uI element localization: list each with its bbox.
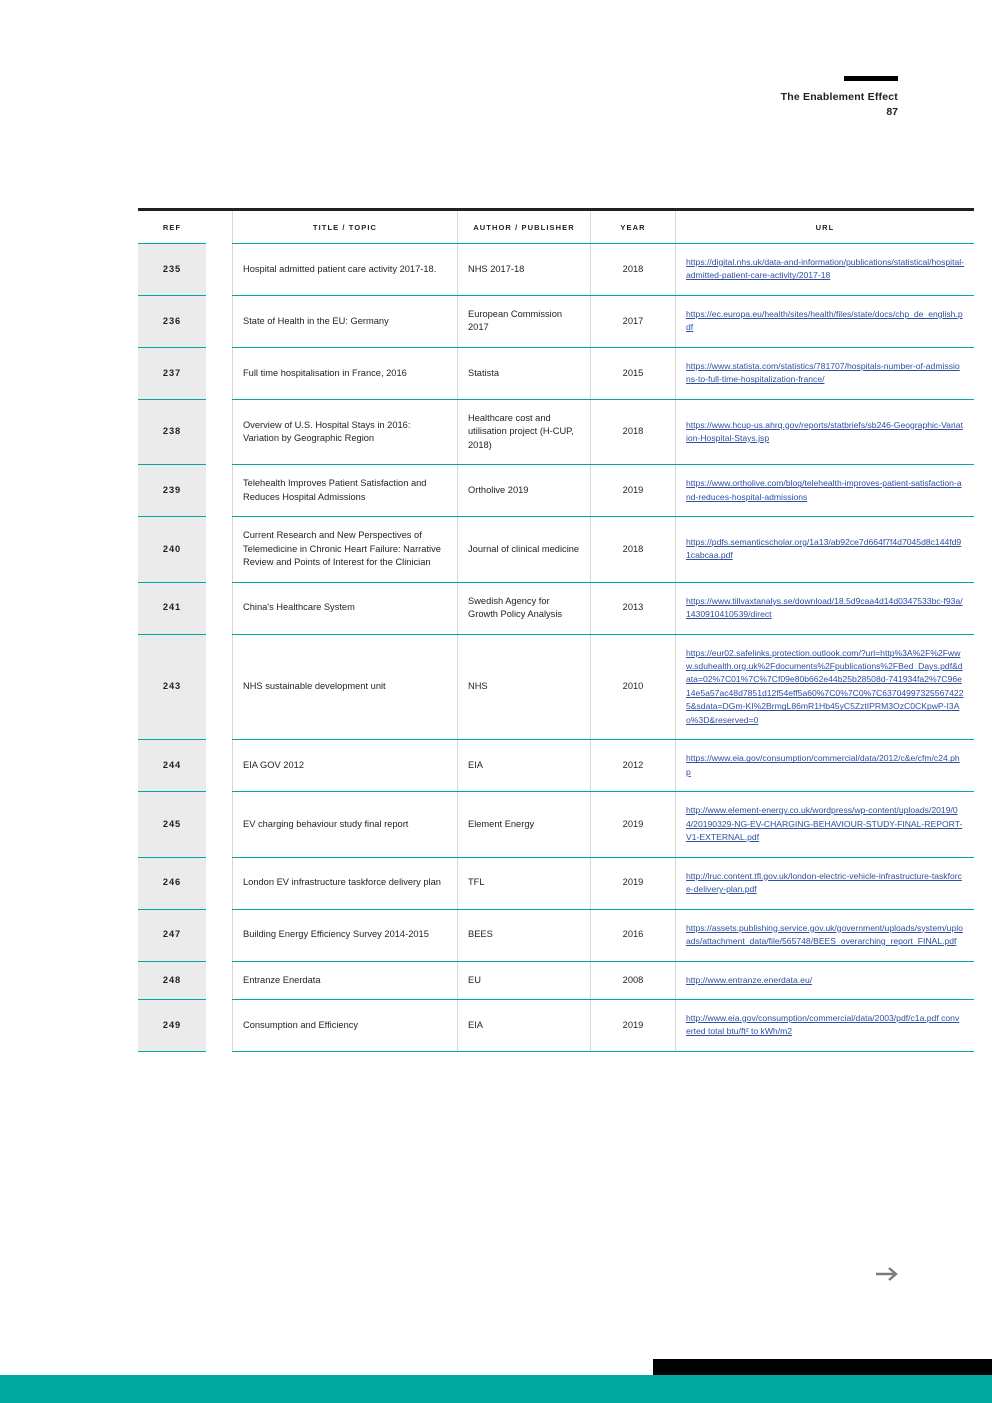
references-table-container [138, 208, 965, 1052]
cell-title: London EV infrastructure taskforce delivery plan [233, 857, 458, 909]
cell-year: 2017 [591, 295, 676, 347]
cell-author: TFL [458, 857, 591, 909]
cell-url [676, 295, 975, 347]
column-gap [206, 210, 233, 244]
cell-author: Swedish Agency for Growth Policy Analysis [458, 582, 591, 634]
table-row [138, 857, 974, 909]
table-row [138, 295, 974, 347]
table-body [138, 244, 974, 1052]
column-header-url: URL [676, 210, 975, 244]
cell-ref: 247 [138, 909, 206, 961]
reference-link[interactable]: https://www.ortholive.com/blog/telehealth-improves-patient-satisfaction-and-reduces-hospital-admissions [686, 478, 962, 502]
cell-author: EIA [458, 1000, 591, 1052]
reference-link[interactable]: https://www.eia.gov/consumption/commercial/data/2012/c&e/cfm/c24.php [686, 753, 960, 777]
cell-url [676, 634, 975, 740]
cell-gap [206, 634, 233, 740]
reference-link[interactable]: http://www.entranze.enerdata.eu/ [686, 974, 813, 985]
table-row [138, 961, 974, 999]
references-table [138, 208, 974, 1052]
cell-ref: 245 [138, 792, 206, 857]
cell-ref: 237 [138, 347, 206, 399]
cell-url [676, 740, 975, 792]
document-title: The Enablement Effect [780, 91, 898, 103]
reference-link[interactable]: https://pdfs.semanticscholar.org/1a13/ab92ce7d664f7f4d7045d8c144fd91cabcaa.pdf [686, 536, 962, 561]
cell-ref: 239 [138, 465, 206, 517]
cell-gap [206, 961, 233, 999]
reference-link[interactable]: http://www.element-energy.co.uk/wordpress/wp-content/uploads/2019/04/20190329-NG-EV-CHARGING-BEHAVIOUR-STUDY-FINAL-REPORT-V1-EXTERNAL.pdf [686, 805, 963, 843]
cell-title: Hospital admitted patient care activity 2017-18. [233, 244, 458, 296]
cell-gap [206, 517, 233, 582]
cell-year: 2016 [591, 909, 676, 961]
footer-teal-bar [0, 1375, 992, 1403]
cell-gap [206, 582, 233, 634]
cell-title: China's Healthcare System [233, 582, 458, 634]
cell-url [676, 961, 975, 999]
cell-url [676, 1000, 975, 1052]
cell-author: NHS 2017-18 [458, 244, 591, 296]
cell-url [676, 465, 975, 517]
column-header-title: TITLE / TOPIC [233, 210, 458, 244]
table-row [138, 634, 974, 740]
cell-ref: 238 [138, 399, 206, 464]
reference-link[interactable]: https://www.tillvaxtanalys.se/download/18.5d9caa4d14d0347533bc-f93a/1430910410539/direct [686, 595, 963, 620]
cell-author: Element Energy [458, 792, 591, 857]
reference-link[interactable]: https://digital.nhs.uk/data-and-information/publications/statistical/hospital-admitted-patient-care-activity/2017-18 [686, 257, 965, 281]
cell-gap [206, 740, 233, 792]
cell-author: Statista [458, 347, 591, 399]
cell-gap [206, 857, 233, 909]
cell-year: 2015 [591, 347, 676, 399]
cell-ref: 246 [138, 857, 206, 909]
cell-ref: 235 [138, 244, 206, 296]
cell-year: 2019 [591, 465, 676, 517]
cell-year: 2013 [591, 582, 676, 634]
table-row [138, 347, 974, 399]
cell-title: EV charging behaviour study final report [233, 792, 458, 857]
cell-author: Healthcare cost and utilisation project (H-CUP, 2018) [458, 399, 591, 464]
cell-title: Consumption and Efficiency [233, 1000, 458, 1052]
cell-author: European Commission 2017 [458, 295, 591, 347]
table-header [138, 210, 974, 244]
cell-year: 2019 [591, 857, 676, 909]
cell-ref: 249 [138, 1000, 206, 1052]
table-row [138, 740, 974, 792]
reference-link[interactable]: https://ec.europa.eu/health/sites/health/files/state/docs/chp_de_english.pdf [686, 308, 963, 333]
column-header-year: YEAR [591, 210, 676, 244]
cell-year: 2010 [591, 634, 676, 740]
column-header-ref: REF [138, 210, 206, 244]
cell-url [676, 244, 975, 296]
table-row [138, 582, 974, 634]
reference-link[interactable]: https://www.statista.com/statistics/781707/hospitals-number-of-admissions-to-full-time-hospitalization-france/ [686, 360, 960, 385]
cell-url [676, 792, 975, 857]
cell-gap [206, 295, 233, 347]
cell-year: 2019 [591, 792, 676, 857]
reference-link[interactable]: https://www.hcup-us.ahrq.gov/reports/statbriefs/sb246-Geographic-Variation-Hospital-Stays.jsp [686, 419, 963, 444]
cell-author: EU [458, 961, 591, 999]
cell-ref: 243 [138, 634, 206, 740]
table-row [138, 909, 974, 961]
cell-url [676, 347, 975, 399]
cell-gap [206, 909, 233, 961]
cell-ref: 236 [138, 295, 206, 347]
cell-year: 2019 [591, 1000, 676, 1052]
cell-gap [206, 399, 233, 464]
cell-url [676, 582, 975, 634]
cell-gap [206, 347, 233, 399]
cell-title: Entranze Enerdata [233, 961, 458, 999]
cell-title: Building Energy Efficiency Survey 2014-2015 [233, 909, 458, 961]
cell-url [676, 517, 975, 582]
cell-ref: 241 [138, 582, 206, 634]
page-number: 87 [886, 106, 898, 119]
cell-year: 2018 [591, 244, 676, 296]
cell-title: NHS sustainable development unit [233, 634, 458, 740]
table-row [138, 244, 974, 296]
cell-gap [206, 792, 233, 857]
table-row [138, 1000, 974, 1052]
header-rule [844, 76, 898, 81]
reference-link[interactable]: https://eur02.safelinks.protection.outlook.com/?url=http%3A%2F%2Fwww.sduhealth.org.uk%2Fdocuments%2Fpublications%2FBed_Days.pdf&data=02%7C01%7C%7Cf09e80b662e44b25b28508d-741934fa2%7C96e14e5a57ac48d7851d12f54eff5a60%7C0%7C0%7C637049973255674225&sdata=DGm-KI%2BrmgL86mR1Hb45yC5ZztIPRM3OzC0CKpwP-I3Ao%3D&reserved=0 [686, 647, 964, 725]
cell-title: State of Health in the EU: Germany [233, 295, 458, 347]
cell-gap [206, 1000, 233, 1052]
table-row [138, 517, 974, 582]
reference-link[interactable]: https://assets.publishing.service.gov.uk/government/uploads/system/uploads/attachment_data/file/565748/BEES_overarching_report_FINAL.pdf [686, 922, 963, 947]
cell-year: 2018 [591, 399, 676, 464]
cell-title: Telehealth Improves Patient Satisfaction and Reduces Hospital Admissions [233, 465, 458, 517]
cell-title: Current Research and New Perspectives of Telemedicine in Chronic Heart Failure: Narrative Review and Points of Interest for the Clinician [233, 517, 458, 582]
cell-year: 2018 [591, 517, 676, 582]
cell-url [676, 857, 975, 909]
table-row [138, 399, 974, 464]
cell-author: BEES [458, 909, 591, 961]
table-row [138, 792, 974, 857]
cell-ref: 240 [138, 517, 206, 582]
cell-title: Overview of U.S. Hospital Stays in 2016: Variation by Geographic Region [233, 399, 458, 464]
table-header-row [138, 210, 974, 244]
cell-author: EIA [458, 740, 591, 792]
cell-title: EIA GOV 2012 [233, 740, 458, 792]
cell-ref: 248 [138, 961, 206, 999]
cell-url [676, 909, 975, 961]
cell-ref: 244 [138, 740, 206, 792]
page-header [781, 76, 898, 118]
cell-author: Journal of clinical medicine [458, 517, 591, 582]
column-header-author: AUTHOR / PUBLISHER [458, 210, 591, 244]
cell-gap [206, 244, 233, 296]
cell-url [676, 399, 975, 464]
arrow-right-icon[interactable] [876, 1266, 898, 1282]
cell-year: 2008 [591, 961, 676, 999]
cell-title: Full time hospitalisation in France, 2016 [233, 347, 458, 399]
footer-black-bar [653, 1359, 992, 1375]
cell-author: Ortholive 2019 [458, 465, 591, 517]
cell-gap [206, 465, 233, 517]
reference-link[interactable]: http://www.eia.gov/consumption/commercial/data/2003/pdf/c1a.pdf converted total btu/ft² to kWh/m2 [686, 1013, 960, 1037]
table-row [138, 465, 974, 517]
cell-author: NHS [458, 634, 591, 740]
reference-link[interactable]: http://lruc.content.tfl.gov.uk/london-electric-vehicle-infrastructure-taskforce-delivery-plan.pdf [686, 870, 962, 895]
cell-year: 2012 [591, 740, 676, 792]
